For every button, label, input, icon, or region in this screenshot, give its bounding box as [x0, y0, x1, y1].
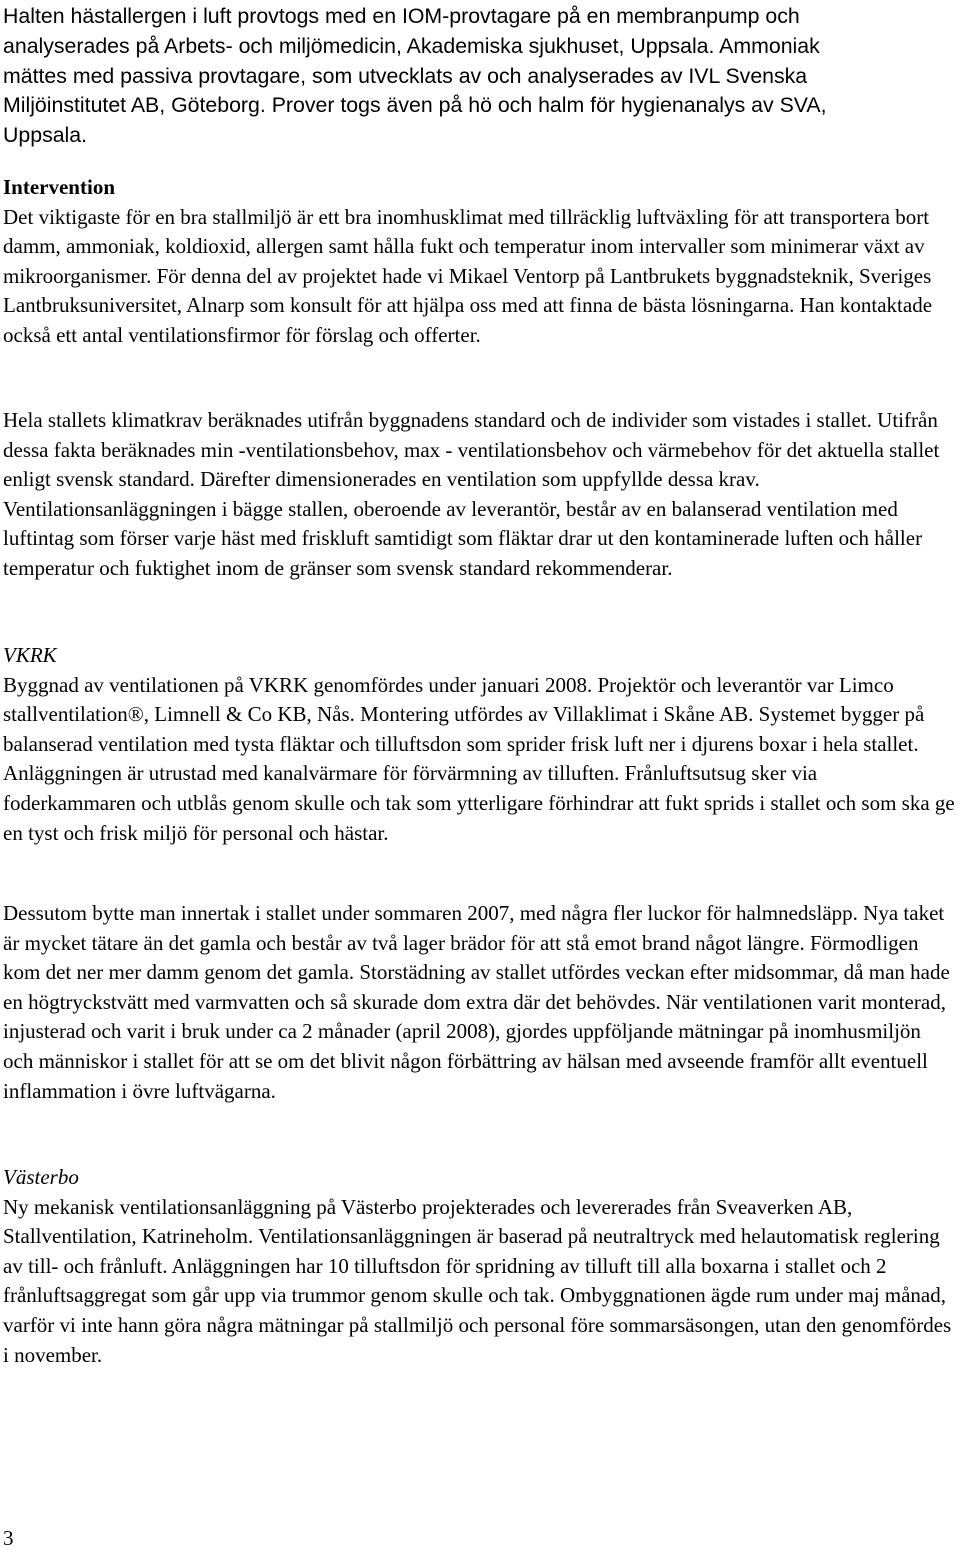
vkrk-section [3, 641, 955, 848]
vasterbo-paragraph: Ny mekanisk ventilationsanläggning på Västerbo projekterades och levererades från Sveaverken AB, Stallventilation, Katrineholm. Ventilationsanläggningen är baserad på neutraltryck med helautomatisk reglering av till- och frånluft. Anläggningen har 10 tilluftsdon för spridning av tilluft till alla boxarna i stallet och 2 frånluftsaggregat som går upp via trummor genom skulle och tak. Ombyggnationen ägde rum under maj månad, varför vi inte hann göra några mätningar på stallmiljö och personal före sommarsäsongen, utan den genomfördes i november. [3, 1194, 952, 1367]
intervention-section [3, 173, 955, 351]
vkrk-paragraph: Byggnad av ventilationen på VKRK genomfördes under januari 2008. Projektör och leverantör var Limco stallventilation®, Limnell & Co KB, Nås. Montering utfördes av Villaklimat i Skåne AB. Systemet bygger på balanserad ventilation med tysta fläktar och tilluftsdon som sprider frisk luft ner i djurens boxar i hela stallet. Anläggningen är utrustad med kanalvärmare för förvärmning av tilluften. Frånluftsutsug sker via foderkammaren och utblås genom skulle och tak som ytterligare förhindrar att fukt sprids i stallet och som ska ge en tyst och frisk miljö för personal och hästar. [3, 672, 955, 845]
renovation-paragraph: Dessutom bytte man innertak i stallet under sommaren 2007, med några fler luckor för halmnedsläpp. Nya taket är mycket tätare än det gamla och består av två lager brädor för att stå emot brand något längre. Förmodligen kom det ner mer damm genom det gamla. Storstädning av stallet utfördes veckan efter midsommar, då man hade en högtryckstvätt med varmvatten och så skurade dom extra där det behövdes. När ventilationen varit monterad, injusterad och varit i bruk under ca 2 månader (april 2008), gjordes uppföljande mätningar på inomhusmiljön och människor i stallet för att se om det blivit någon förbättring av hälsan med avseende framför allt eventuell inflammation i övre luftvägarna. [3, 901, 950, 1103]
intro-paragraph: Halten hästallergen i luft provtogs med en IOM-provtagare på en membranpump och analyserades på Arbets- och miljömedicin, Akademiska sjukhuset, Uppsala. Ammoniak mättes med passiva provtagare, som utvecklats av och analyserades av IVL Svenska Miljöinstitutet AB, Göteborg. Prover togs även på hö och halm för hygienanalys av SVA, Uppsala. [3, 4, 827, 148]
intervention-heading: Intervention [3, 175, 115, 199]
vasterbo-heading: Västerbo [3, 1165, 79, 1189]
vkrk-heading: VKRK [3, 643, 57, 667]
climate-paragraph: Hela stallets klimatkrav beräknades utifrån byggnadens standard och de individer som vistades i stallet. Utifrån dessa fakta beräknades min -ventilationsbehov, max - ventilationsbehov och värmebehov för det aktuella stallet enligt svensk standard. Därefter dimensionerades en ventilation som uppfyllde dessa krav. Ventilationsanläggningen i bägge stallen, oberoende av leverantör, består av en balanserad ventilation med luftintag som förser varje häst med friskluft samtidigt som fläktar drar ut den kontaminerade luften och håller temperatur och fuktighet inom de gränser som svensk standard rekommenderar. [3, 408, 940, 580]
vasterbo-section [3, 1163, 955, 1370]
intervention-paragraph: Det viktigaste för en bra stallmiljö är ett bra inomhusklimat med tillräcklig luftväxling för att transportera bort damm, ammoniak, koldioxid, allergen samt hålla fukt och temperatur inom intervaller som minimerar växt av mikroorganismer. För denna del av projektet hade vi Mikael Ventorp på Lantbrukets byggnadsteknik, Sveriges Lantbruksuniversitet, Alnarp som konsult för att hjälpa oss med att finna de bästa lösningarna. Han kontaktade också ett antal ventilationsfirmor för förslag och offerter. [3, 204, 933, 347]
page-number: 3 [3, 1526, 14, 1550]
